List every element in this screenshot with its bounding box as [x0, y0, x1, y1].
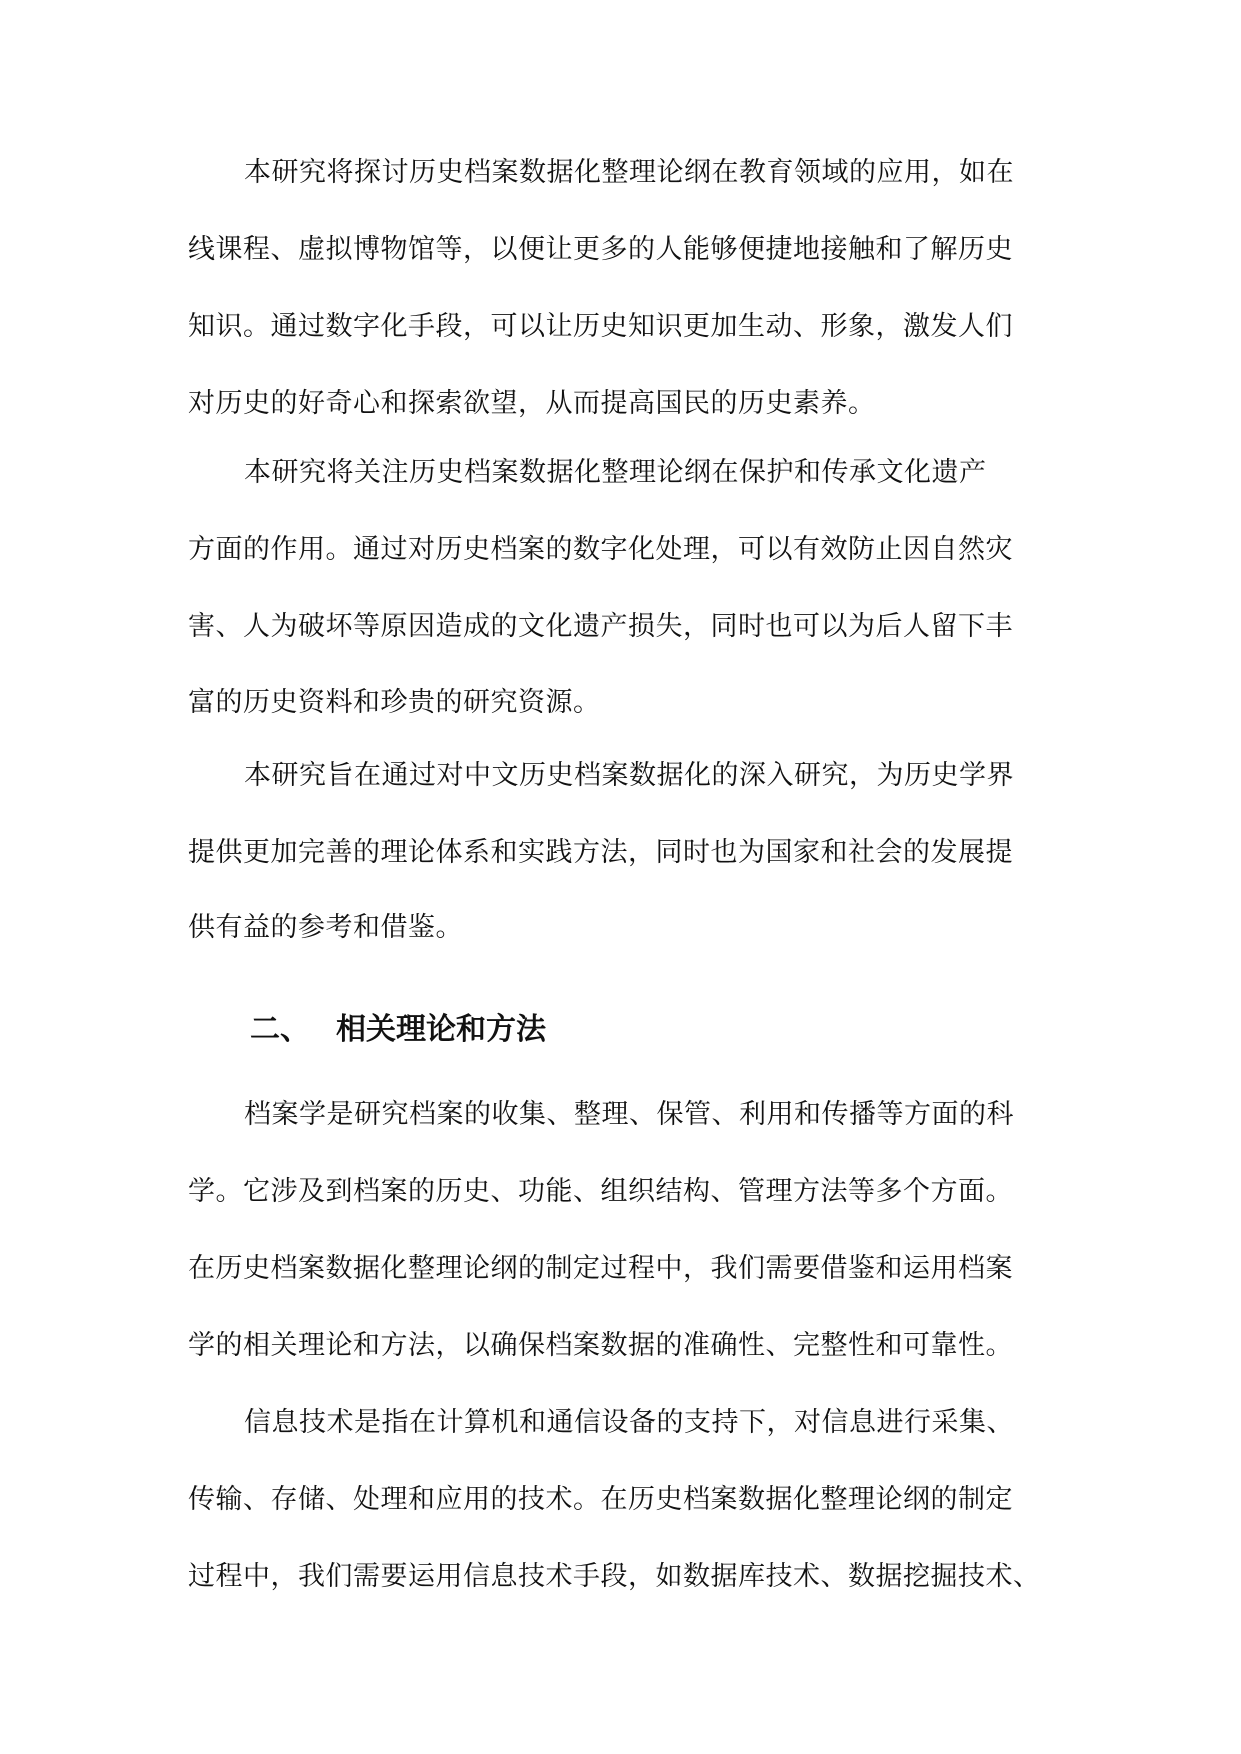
- section-paragraph-1-line-2: 学。它涉及到档案的历史、功能、组织结构、管理方法等多个方面。: [188, 1176, 1013, 1207]
- paragraph-2-line-1: 本研究将关注历史档案数据化整理论纲在保护和传承文化遗产: [244, 457, 987, 488]
- section-paragraph-1-line-1: 档案学是研究档案的收集、整理、保管、利用和传播等方面的科: [244, 1099, 1014, 1130]
- paragraph-2-line-2: 方面的作用。通过对历史档案的数字化处理，可以有效防止因自然灾: [188, 534, 1013, 565]
- paragraph-3-line-1: 本研究旨在通过对中文历史档案数据化的深入研究，为历史学界: [244, 760, 1014, 791]
- section-paragraph-1-line-3: 在历史档案数据化整理论纲的制定过程中，我们需要借鉴和运用档案: [188, 1253, 1013, 1284]
- paragraph-3-line-2: 提供更加完善的理论体系和实践方法，同时也为国家和社会的发展提: [188, 837, 1013, 868]
- section-title: 相关理论和方法: [336, 1012, 546, 1047]
- section-number: 二、: [250, 1012, 310, 1047]
- paragraph-3-line-3: 供有益的参考和借鉴。: [188, 912, 463, 943]
- paragraph-2-line-4: 富的历史资料和珍贵的研究资源。: [188, 687, 601, 718]
- section-paragraph-1-line-4: 学的相关理论和方法，以确保档案数据的准确性、完整性和可靠性。: [188, 1330, 1013, 1361]
- paragraph-2-line-3: 害、人为破坏等原因造成的文化遗产损失，同时也可以为后人留下丰: [188, 611, 1013, 642]
- section-paragraph-2-line-2: 传输、存储、处理和应用的技术。在历史档案数据化整理论纲的制定: [188, 1484, 1013, 1515]
- section-paragraph-2-line-3: 过程中，我们需要运用信息技术手段，如数据库技术、数据挖掘技术、: [188, 1561, 1041, 1592]
- paragraph-1-line-4: 对历史的好奇心和探索欲望，从而提高国民的历史素养。: [188, 388, 876, 419]
- section-heading: [250, 1010, 546, 1050]
- paragraph-1-line-3: 知识。通过数字化手段，可以让历史知识更加生动、形象，激发人们: [188, 311, 1013, 342]
- section-paragraph-2-line-1: 信息技术是指在计算机和通信设备的支持下，对信息进行采集、: [244, 1407, 1014, 1438]
- paragraph-1-line-1: 本研究将探讨历史档案数据化整理论纲在教育领域的应用，如在: [244, 157, 1014, 188]
- paragraph-1-line-2: 线课程、虚拟博物馆等，以便让更多的人能够便捷地接触和了解历史: [188, 234, 1013, 265]
